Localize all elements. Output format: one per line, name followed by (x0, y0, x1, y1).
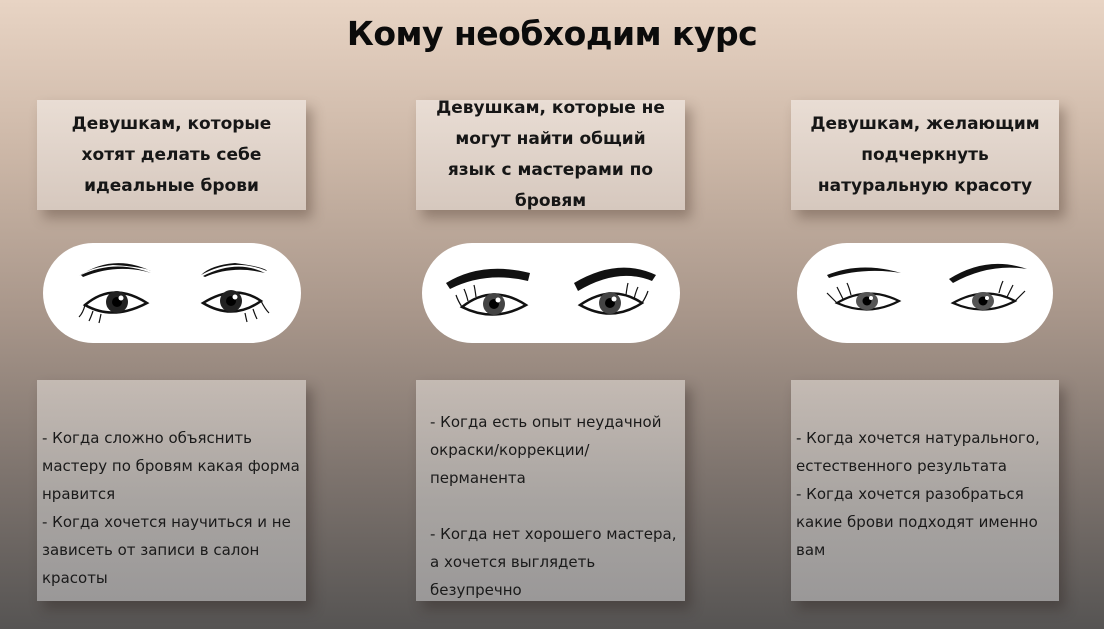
eyes-illustration-3 (797, 243, 1053, 343)
audience-card-2-heading (416, 100, 685, 210)
audience-card-3-heading (791, 100, 1059, 210)
eyes-icon (43, 243, 301, 343)
audience-heading-text: Девушкам, желающим подчеркнуть натуральную красоту (810, 113, 1040, 196)
eyes-illustration-1 (43, 243, 301, 343)
audience-heading-text: Девушкам, которые хотят делать себе идеальные брови (71, 113, 272, 196)
audience-card-2-details (416, 380, 685, 601)
eyes-illustration-2 (422, 243, 680, 343)
audience-details-text: - Когда есть опыт неудачной окраски/коррекции/ перманента - Когда нет хорошего мастера, а хочется выглядеть безупречно (430, 413, 677, 599)
audience-details-text: - Когда хочется натурального, естественного результата - Когда хочется разобраться какие брови подходят именно вам (796, 429, 1040, 559)
audience-heading-text: Девушкам, которые не могут найти общий язык с мастерами по бровям (436, 98, 665, 211)
audience-card-1-details (37, 380, 306, 601)
audience-card-3-details (791, 380, 1059, 601)
page-title: Кому необходим курс (346, 14, 758, 53)
audience-card-1-heading (37, 100, 306, 210)
eyes-icon (422, 243, 680, 343)
audience-details-text: - Когда сложно объяснить мастеру по бровям какая форма нравится - Когда хочется научиться и не зависеть от записи в салон красоты (42, 429, 300, 587)
eyes-icon (797, 243, 1053, 343)
